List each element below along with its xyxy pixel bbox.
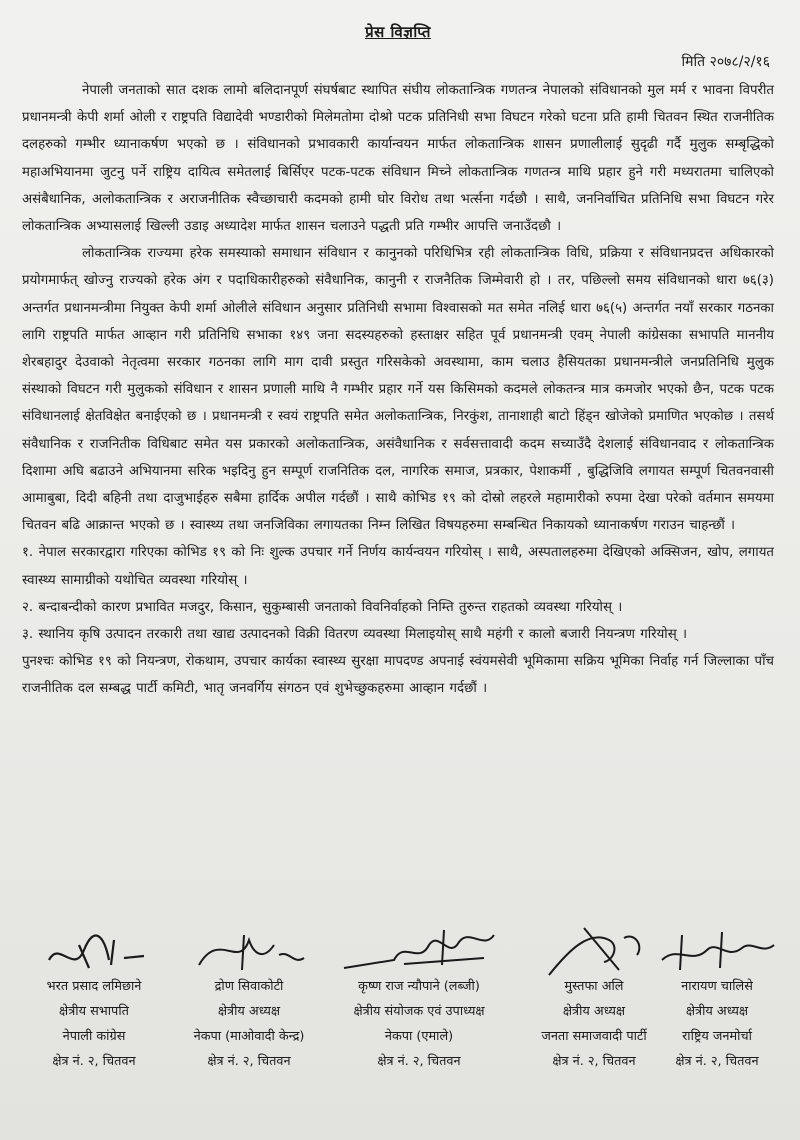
paragraph-1: नेपाली जनताको सात दशक लामो बलिदानपूर्ण संघर्षबाट स्थापित संघीय लोकतान्त्रिक गणतन्त्र नेपालको संविधानको मुल मर्म र भावना विपरीत प्रधानमन्त्री केपी शर्मा ओली र राष्ट्रपति विद्यादेवी भण्डारीको मिलेमतोमा दोश्रो पटक प्रतिनिधी सभा विघटन गरेको घटना प्रति हामी चितवन स्थित राजनीतिक दलहरुको गम्भीर ध्यानाकर्षण भएको छ । संविधानको प्रभावकारी कार्यान्वयन मार्फत लोकतान्त्रिक शासन प्रणालीलाई सुदृढी गर्दै मुलुक सम्बृद्धिको महाअभियानमा जुटनु पर्ने राष्ट्रिय दायित्व समेतलाई बिर्सिएर पटक-पटक संविधान मिच्ने लोकतान्त्रिक गणतन्त्र माथि प्रहार हुने गरी मध्यरातमा चालिएको असंबैधानिक, अलोकतान्त्रिक र अराजनीतिक स्वैच्छाचारी कदमको हामी घोर विरोध तथा भर्त्सना गर्दछौ । साथै, जननिर्वाचित प्रतिनिधि सभा विघटन गरेर लोकतान्त्रिक अभ्यासलाई खिल्ली उडाइ अध्यादेश मार्फत शासन चलाउने पद्धती प्रति गम्भीर आपत्ति जनाउँदछौ । (22, 83, 774, 235)
signatory-3 (319, 920, 519, 1074)
handwritten-signature (652, 920, 782, 978)
postscript: पुनश्चः कोभिड १९ को नियन्त्रण, रोकथाम, उपचार कार्यका स्वास्थ्य सुरक्षा मापदण्ड अपनाई स्वंयमसेवी भूमिकामा सक्रिय भूमिका निर्वाह गर्न जिल्लाका पाँच राजनीतिक दल सम्बद्ध पार्टी कमिटी, भातृ जनवर्गिय संगठन एवं शुभेच्छुकहरुमा आव्हान गर्दछौं । (22, 654, 774, 697)
signatory-area: क्षेत्र नं. २, चितवन (207, 1054, 291, 1069)
signature-block (14, 920, 790, 1140)
signatory-2 (169, 920, 329, 1074)
signatory-name: नारायण चालिसे (681, 979, 753, 994)
signatory-area: क्षेत्र नं. २, चितवन (552, 1054, 636, 1069)
handwritten-signature (334, 920, 504, 978)
demand-item-3: ३. स्थानिय कृषि उत्पादन तरकारी तथा खाद्य उत्पादनको विक्री वितरण व्यवस्था मिलाइयोस् साथै महंगी र कालो बजारी नियन्त्रण गरियोस् । (22, 627, 687, 643)
signatory-role: क्षेत्रीय अध्यक्ष (217, 1004, 281, 1019)
handwritten-signature (184, 920, 314, 978)
signatory-5 (642, 920, 792, 1074)
paragraph-2: लोकतान्त्रिक राज्यमा हरेक समस्याको समाधान संविधान र कानुनको परिधिभित्र रही लोकतान्त्रिक विधि, प्रक्रिया र संविधानप्रदत्त अधिकारको प्रयोगमार्फत् खोज्नु राज्यको हरेक अंग र पदाधिकारीहरुको संवैधानिक, कानुनी र राजनैतिक जिम्मेवारी हो । तर, पछिल्लो समय संविधानको धारा ७६(३) अन्तर्गत प्रधानमन्त्रीमा नियुक्त केपी शर्मा ओलीले संविधान अनुसार प्रतिनिधी सभामा विश्वासको मत समेत नलिई धारा ७६(५) अन्तर्गत नयाँ सरकार गठनका लागि राष्ट्रपति मार्फत आव्हान गरी प्रतिनिधि सभाका १४९ जना सदस्यहरुको हस्ताक्षर सहित पूर्व प्रधानमन्त्री एवम् नेपाली कांग्रेसका सभापति माननीय शेरबहादुर देउवाको नेतृत्वमा सरकार गठनका लागि माग दावी प्रस्तुत गरिसकेको अवस्थामा, काम चलाउ हैसियतका प्रधानमन्त्रीले जनप्रतिनिधि मुलुक संस्थाको विघटन गरी मुलुकको संविधान र शासन प्रणाली माथि नै गम्भीर प्रहार गर्ने यस किसिमको कदमले लोकतन्त्र मात्र कमजोर भएको छैन, पटक पटक संविधानलाई क्षेतविक्षेत बनाईएको छ । प्रधानमन्त्री र स्वयं राष्ट्रपति समेत अलोकतान्त्रिक, निरकुंश, तानाशाही बाटो हिंड्न खोजेको प्रमाणित भएकोछ । तसर्थ संवैधानिक र राजनितीक विधिबाट समेत यस प्रकारको अलोकतान्त्रिक, असंवैधानिक र सर्वसत्तावादी कदम सच्याउँदै देशलाई संविधानवाद र लोकतान्त्रिक दिशामा अघि बढाउने अभियानमा सरिक भइदिनु हुन सम्पूर्ण राजनितिक दल, नागरिक समाज, प्रत्रकार, पेशाकर्मी , बुद्धिजिवि लगायत सम्पूर्ण चितवनवासी आमाबुबा, दिदी बहिनी तथा दाजुभाईहरु सबैमा हार्दिक अपील गर्दछौं । साथै कोभिड १९ को दोस्रो लहरले महामारीको रुपमा देखा परेको वर्तमान समयमा चितवन बढि आक्रान्त भएको छ । स्वास्थ्य तथा जनजिविका लगायतका निम्न लिखित विषयहरुमा सम्बन्धित निकायको ध्यानाकर्षण गराउन चाहन्छौं । (22, 246, 774, 534)
signatory-party: जनता समाजवादी पार्टी (541, 1029, 647, 1044)
demand-item-2: २. बन्दाबन्दीको कारण प्रभावित मजदुर, किसान, सुकुम्बासी जनताको विवनिर्वाहको निम्ति तुरुन्त राहतको व्यवस्था गरियोस् । (22, 599, 623, 615)
signatory-area: क्षेत्र नं. २, चितवन (675, 1054, 759, 1069)
signatory-role: क्षेत्रीय सभापति (59, 1004, 129, 1019)
signatory-area: क्षेत्र नं. २, चितवन (377, 1054, 461, 1069)
signatory-role: क्षेत्रीय अध्यक्ष (562, 1004, 626, 1019)
signatory-name: मुस्तफा अलि (564, 979, 624, 994)
demand-item-1: १. नेपाल सरकारद्वारा गरिएका कोभिड १९ को निः शुल्क उपचार गर्ने निर्णय कार्यन्वयन गरियोस् । साथै, अस्पतालहरुमा देखिएको अक्सिजन, खोप, लगायत स्वास्थ्य सामाग्रीको यथोचित व्यवस्था गरियोस् । (22, 545, 774, 588)
signatory-role: क्षेत्रीय संयोजक एवं उपाध्यक्ष (353, 1004, 485, 1019)
signatory-party: नेकपा (एमाले) (384, 1029, 454, 1044)
document-date: मिति २०७८/२/१६ (681, 54, 770, 70)
signatory-name: भरत प्रसाद लमिछाने (46, 979, 142, 994)
handwritten-signature (29, 920, 159, 978)
signatory-area: क्षेत्र नं. २, चितवन (52, 1054, 136, 1069)
signatory-party: नेकपा (माओवादी केन्द्र) (193, 1029, 305, 1044)
signatory-role: क्षेत्रीय अध्यक्ष (685, 1004, 749, 1019)
signatory-1 (14, 920, 174, 1074)
handwritten-signature (529, 920, 659, 978)
signatory-name: कृष्ण राज न्यौपाने (लब्जी) (358, 979, 480, 994)
signatory-party: राष्ट्रिय जनमोर्चा (682, 1029, 752, 1044)
document-title: प्रेस विज्ञप्ति (365, 23, 431, 41)
signatory-name: द्रोण सिवाकोटी (214, 979, 284, 994)
signatory-party: नेपाली कांग्रेस (62, 1029, 126, 1044)
